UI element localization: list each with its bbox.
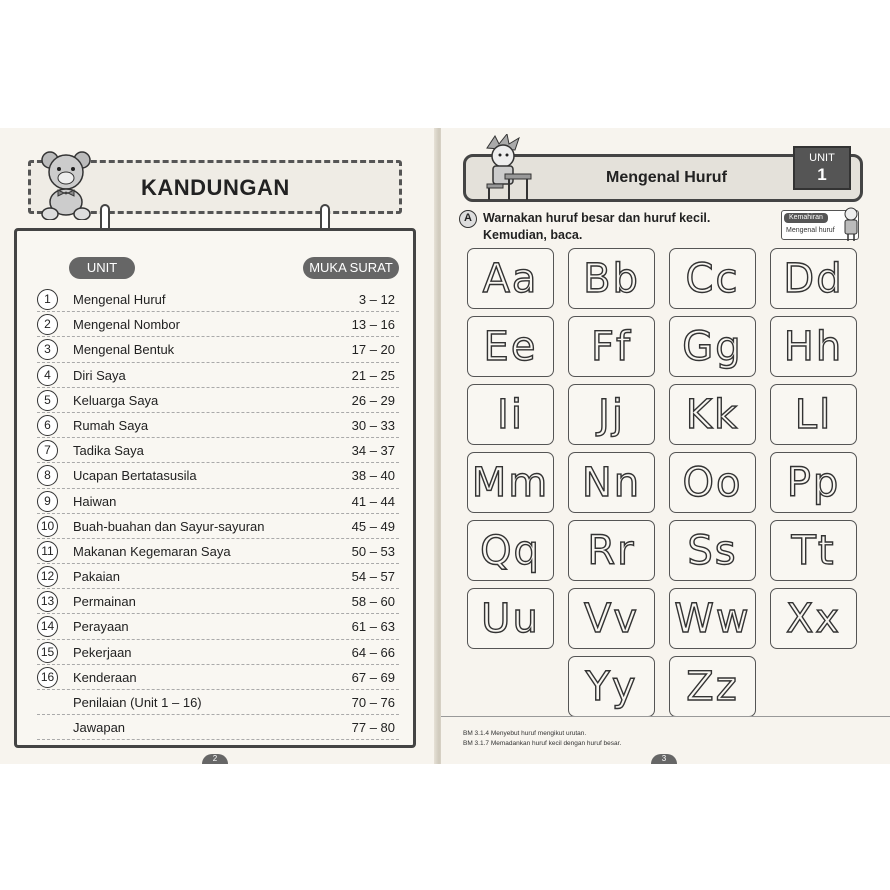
- unit-name: Penilaian (Unit 1 – 16): [73, 695, 202, 710]
- contents-row: [37, 514, 399, 539]
- page-range: 64 – 66: [351, 644, 395, 660]
- child-at-desk-icon: [477, 134, 533, 202]
- letter-card: [467, 248, 554, 309]
- teddy-bear-icon: [36, 148, 96, 220]
- unit-number-badge: 14: [37, 616, 58, 637]
- letter-card: [669, 520, 756, 581]
- unit-name: Pekerjaan: [73, 644, 132, 660]
- outline-letters: Yy: [585, 664, 638, 710]
- unit-name: Haiwan: [73, 493, 117, 509]
- contents-row: [37, 337, 399, 362]
- contents-row: [37, 312, 399, 337]
- letter-card: [669, 384, 756, 445]
- unit-name: Jawapan: [73, 720, 126, 736]
- letter-card: [568, 316, 655, 377]
- skill-tag: Kemahiran: [784, 213, 828, 223]
- outline-letters: Ii: [497, 392, 524, 438]
- outline-letters: Gg: [682, 324, 743, 370]
- unit-badge: [793, 146, 851, 190]
- unit-name: Tadika Saya: [73, 443, 144, 459]
- instruction-text: [483, 210, 710, 244]
- outline-letters: Jj: [598, 392, 625, 438]
- contents-row: [37, 287, 399, 312]
- letter-card: [669, 316, 756, 377]
- letter-card: [669, 452, 756, 513]
- page-range: 34 – 37: [351, 443, 395, 459]
- letter-card: [770, 452, 857, 513]
- outline-letters: Pp: [786, 460, 841, 506]
- contents-panel: [14, 228, 416, 748]
- outline-letters: Aa: [482, 256, 539, 302]
- letter-card: [467, 588, 554, 649]
- page-range: 41 – 44: [351, 493, 395, 509]
- outline-letters: Xx: [785, 596, 842, 642]
- unit-number-badge: 13: [37, 591, 58, 612]
- contents-list: [37, 287, 399, 740]
- footnote: BM 3.1.7 Memadankan huruf kecil dengan huruf besar.: [463, 740, 622, 747]
- outline-letters: Zz: [686, 664, 739, 710]
- outline-letters: Dd: [783, 256, 844, 302]
- outline-letters: Nn: [581, 460, 642, 506]
- instruction-line: Warnakan huruf besar dan huruf kecil.: [483, 211, 711, 225]
- page-range: 38 – 40: [351, 468, 395, 484]
- contents-row: [37, 614, 399, 639]
- unit-number-badge: 3: [37, 339, 58, 360]
- outline-letters: Mm: [471, 460, 550, 506]
- footnote: BM 3.1.4 Menyebut huruf mengikut urutan.: [463, 730, 587, 737]
- pages-column-header: MUKA SURAT: [303, 257, 399, 279]
- unit-number-badge: 12: [37, 566, 58, 587]
- unit-name: Pakaian: [73, 569, 120, 585]
- page-number: 2: [202, 754, 228, 764]
- unit-number-badge: 6: [37, 415, 58, 436]
- outline-letters: Ss: [687, 528, 738, 574]
- page-range: 30 – 33: [351, 417, 395, 433]
- letter-card: [467, 384, 554, 445]
- unit-title: Mengenal Huruf: [606, 169, 727, 186]
- outline-letters: Ll: [794, 392, 833, 438]
- instruction-line: Kemudian, baca.: [483, 228, 583, 242]
- book-spread: [0, 128, 890, 764]
- letter-card: [568, 588, 655, 649]
- unit-name: Mengenal Nombor: [73, 317, 180, 333]
- unit-name: Mengenal Bentuk: [73, 342, 175, 358]
- unit-name: Permainan: [73, 594, 136, 610]
- contents-row: [37, 388, 399, 413]
- page-range: 77 – 80: [351, 720, 395, 736]
- unit-number-badge: 10: [37, 516, 58, 537]
- outline-letters: Qq: [480, 528, 541, 574]
- contents-row: [37, 438, 399, 463]
- contents-row: [37, 690, 399, 715]
- unit-number-badge: 5: [37, 390, 58, 411]
- letter-card: [770, 520, 857, 581]
- unit-number-badge: 9: [37, 491, 58, 512]
- unit-number-badge: 16: [37, 667, 58, 688]
- page-range: 17 – 20: [351, 342, 395, 358]
- contents-row: [37, 413, 399, 438]
- footer-divider: [441, 716, 890, 717]
- letter-card: [568, 452, 655, 513]
- unit-name: Rumah Saya: [73, 417, 149, 433]
- contents-page: [0, 128, 437, 764]
- unit-column-header: UNIT: [69, 257, 135, 279]
- outline-letters: Ff: [590, 324, 633, 370]
- contents-row: [37, 539, 399, 564]
- unit-name: Buah-buahan dan Sayur-sayuran: [73, 518, 265, 534]
- page-range: 61 – 63: [351, 619, 395, 635]
- lesson-page: [441, 128, 890, 764]
- outline-letters: Rr: [587, 528, 636, 574]
- page-range: 50 – 53: [351, 543, 395, 559]
- page-range: 54 – 57: [351, 569, 395, 585]
- unit-name: Makanan Kegemaran Saya: [73, 543, 231, 559]
- unit-number-badge: 11: [37, 541, 58, 562]
- page-number: 3: [651, 754, 677, 764]
- letter-card: [770, 384, 857, 445]
- unit-name: Mengenal Huruf: [73, 292, 166, 307]
- outline-letters: Ww: [674, 596, 751, 642]
- unit-number-badge: 4: [37, 365, 58, 386]
- contents-row: [37, 489, 399, 514]
- instruction-marker: A: [459, 210, 477, 228]
- outline-letters: Hh: [783, 324, 844, 370]
- letter-card: [568, 520, 655, 581]
- unit-number-badge: 2: [37, 314, 58, 335]
- letter-card: [568, 248, 655, 309]
- unit-badge-label: UNIT: [809, 152, 835, 164]
- letter-card: [770, 588, 857, 649]
- unit-name: Kenderaan: [73, 669, 137, 685]
- letter-card: [568, 656, 655, 717]
- letter-card: [669, 656, 756, 717]
- letter-card: [467, 452, 554, 513]
- unit-number-badge: 15: [37, 642, 58, 663]
- outline-letters: Uu: [481, 596, 540, 642]
- unit-name: Diri Saya: [73, 367, 126, 383]
- letter-card: [669, 248, 756, 309]
- outline-letters: Kk: [685, 392, 740, 438]
- page-range: 21 – 25: [351, 367, 395, 383]
- page-title: KANDUNGAN: [141, 175, 290, 200]
- letter-grid: [467, 248, 861, 718]
- unit-badge-number: 1: [817, 165, 827, 184]
- page-range: 26 – 29: [351, 392, 395, 408]
- letter-card: [770, 316, 857, 377]
- letter-card: [467, 316, 554, 377]
- contents-row: [37, 715, 399, 740]
- outline-letters: Bb: [583, 256, 640, 302]
- contents-row: [37, 463, 399, 488]
- unit-name: Ucapan Bertatasusila: [73, 468, 197, 484]
- page-range: 58 – 60: [351, 594, 395, 610]
- page-range: 70 – 76: [351, 695, 395, 710]
- letter-card: [770, 248, 857, 309]
- unit-number-badge: 8: [37, 465, 58, 486]
- contents-row: [37, 589, 399, 614]
- teacher-figure-icon: [839, 206, 863, 242]
- outline-letters: Oo: [682, 460, 743, 506]
- skill-text: Mengenal huruf: [786, 227, 835, 234]
- contents-row: [37, 564, 399, 589]
- contents-row: [37, 363, 399, 388]
- unit-name: Perayaan: [73, 619, 129, 635]
- outline-letters: Tt: [791, 528, 836, 574]
- outline-letters: Ee: [483, 324, 538, 370]
- letter-card: [669, 588, 756, 649]
- unit-number-badge: 7: [37, 440, 58, 461]
- page-range: 67 – 69: [351, 669, 395, 685]
- page-range: 45 – 49: [351, 518, 395, 534]
- letter-card: [568, 384, 655, 445]
- page-range: 3 – 12: [358, 292, 395, 307]
- unit-number-badge: 1: [37, 289, 58, 310]
- outline-letters: Cc: [685, 256, 740, 302]
- letter-card: [467, 520, 554, 581]
- contents-row: [37, 665, 399, 690]
- contents-row: [37, 640, 399, 665]
- unit-name: Keluarga Saya: [73, 392, 159, 408]
- page-range: 13 – 16: [351, 317, 395, 333]
- outline-letters: Vv: [583, 596, 640, 642]
